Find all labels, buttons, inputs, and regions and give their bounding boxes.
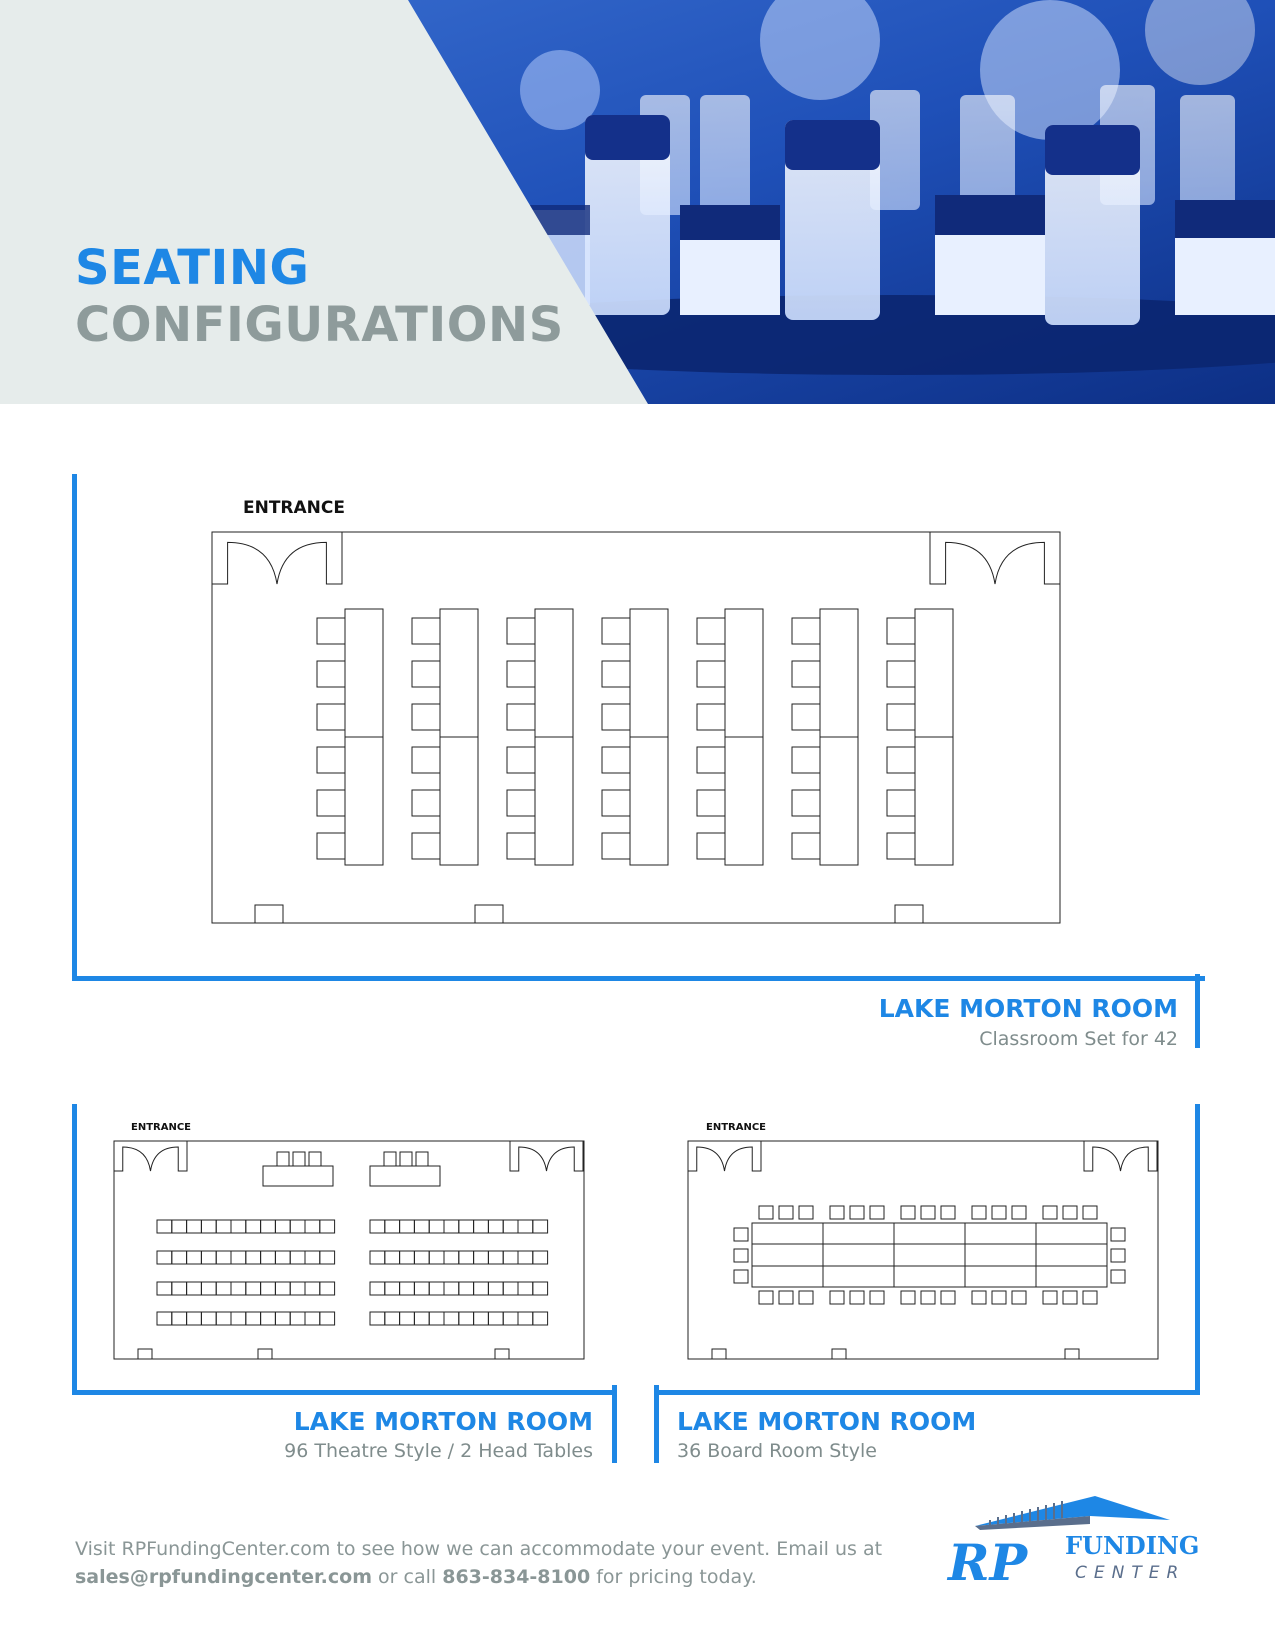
classroom-bracket <box>72 474 1205 981</box>
page-title-line1: SEATING <box>75 240 310 296</box>
theatre-room-name: LAKE MORTON ROOM <box>293 1407 593 1436</box>
boardroom-entrance-label: ENTRANCE <box>706 1122 766 1133</box>
theatre-bracket <box>72 1104 617 1395</box>
footer-phone-link[interactable]: 863-834-8100 <box>442 1566 591 1588</box>
footer-call-text: or call <box>372 1566 443 1588</box>
page-title-line2: CONFIGURATIONS <box>75 297 564 353</box>
logo-center-text: CENTER <box>1075 1563 1186 1583</box>
footer-line1: Visit RPFundingCenter.com to see how we can accommodate your event. Email us at <box>75 1538 883 1560</box>
classroom-bracket-right <box>1195 974 1200 1048</box>
logo-rp-text: RP <box>948 1533 1028 1590</box>
footer-pricing-text: for pricing today. <box>590 1566 757 1588</box>
classroom-entrance-label: ENTRANCE <box>243 498 345 518</box>
theatre-setup: 96 Theatre Style / 2 Head Tables <box>284 1440 593 1462</box>
classroom-setup: Classroom Set for 42 <box>979 1028 1178 1050</box>
header-banner <box>0 0 1275 404</box>
logo-funding-text: FUNDING <box>1065 1531 1200 1560</box>
boardroom-bracket-left <box>654 1385 659 1463</box>
theatre-entrance-label: ENTRANCE <box>131 1122 191 1133</box>
boardroom-bracket <box>654 1104 1200 1395</box>
footer-email-link[interactable]: sales@rpfundingcenter.com <box>75 1566 373 1588</box>
boardroom-setup: 36 Board Room Style <box>677 1440 877 1462</box>
classroom-room-name: LAKE MORTON ROOM <box>878 994 1178 1023</box>
footer-contact-text <box>75 1535 882 1591</box>
theatre-bracket-right <box>612 1385 617 1463</box>
rp-funding-center-logo <box>940 1490 1205 1590</box>
boardroom-room-name: LAKE MORTON ROOM <box>677 1407 977 1436</box>
